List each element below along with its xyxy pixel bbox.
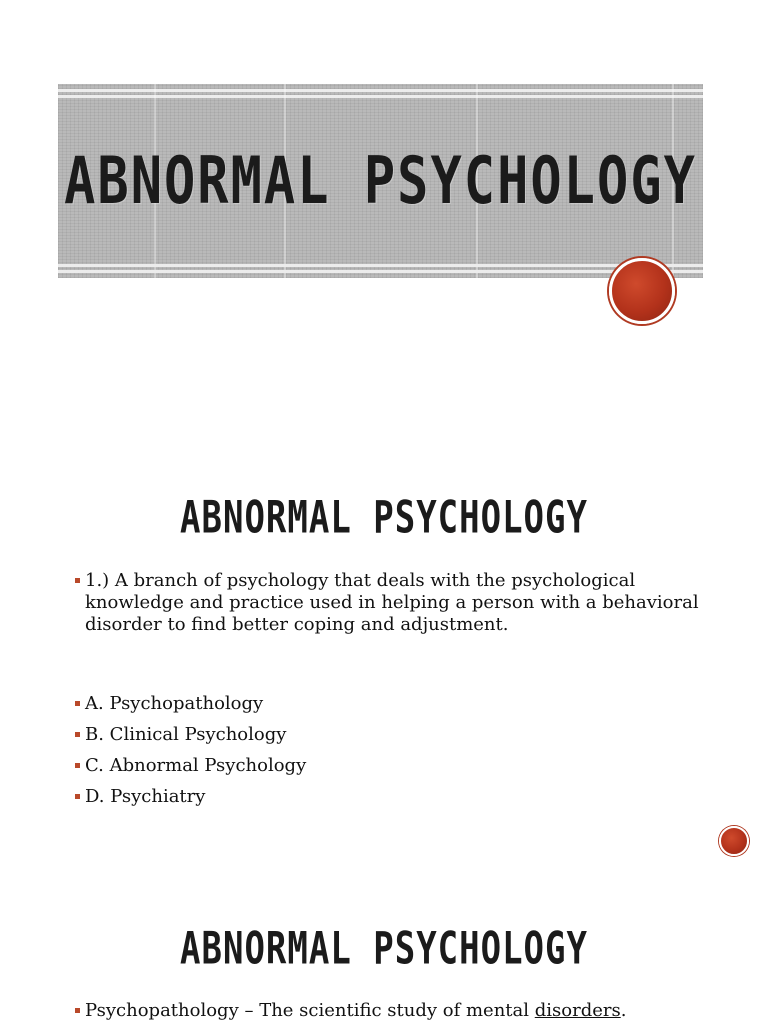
- definition-slide: [0, 900, 768, 1024]
- question-list: [75, 570, 708, 636]
- question-text: 1.) A branch of psychology that deals with the psychological knowledge and practice used in helping a person with a behavioral disorder to find better coping and adjustment.: [75, 570, 708, 636]
- option-d: D. Psychiatry: [75, 786, 708, 808]
- definition-item: [75, 1000, 708, 1022]
- banner-bottom-line: [58, 264, 703, 267]
- options-list: [75, 693, 708, 817]
- title-slide: [0, 0, 768, 384]
- slide3-title: ABNORMAL PSYCHOLOGY: [180, 923, 588, 975]
- definition-text: Psychopathology – The scientific study of mental: [85, 1000, 535, 1021]
- decorative-circle: [609, 258, 675, 324]
- option-c: C. Abnormal Psychology: [75, 755, 708, 777]
- definition-list: [75, 1000, 708, 1022]
- option-a: A. Psychopathology: [75, 693, 708, 715]
- title-banner: [58, 84, 703, 278]
- option-b: B. Clinical Psychology: [75, 724, 708, 746]
- disorders-link[interactable]: disorders: [534, 1000, 621, 1021]
- decorative-circle: [719, 826, 749, 856]
- slide2-title: ABNORMAL PSYCHOLOGY: [180, 492, 588, 544]
- slide1-title: ABNORMAL PSYCHOLOGY: [64, 144, 697, 219]
- definition-period: .: [620, 1000, 627, 1021]
- question-slide: [0, 440, 768, 860]
- banner-bottom-line: [58, 270, 703, 273]
